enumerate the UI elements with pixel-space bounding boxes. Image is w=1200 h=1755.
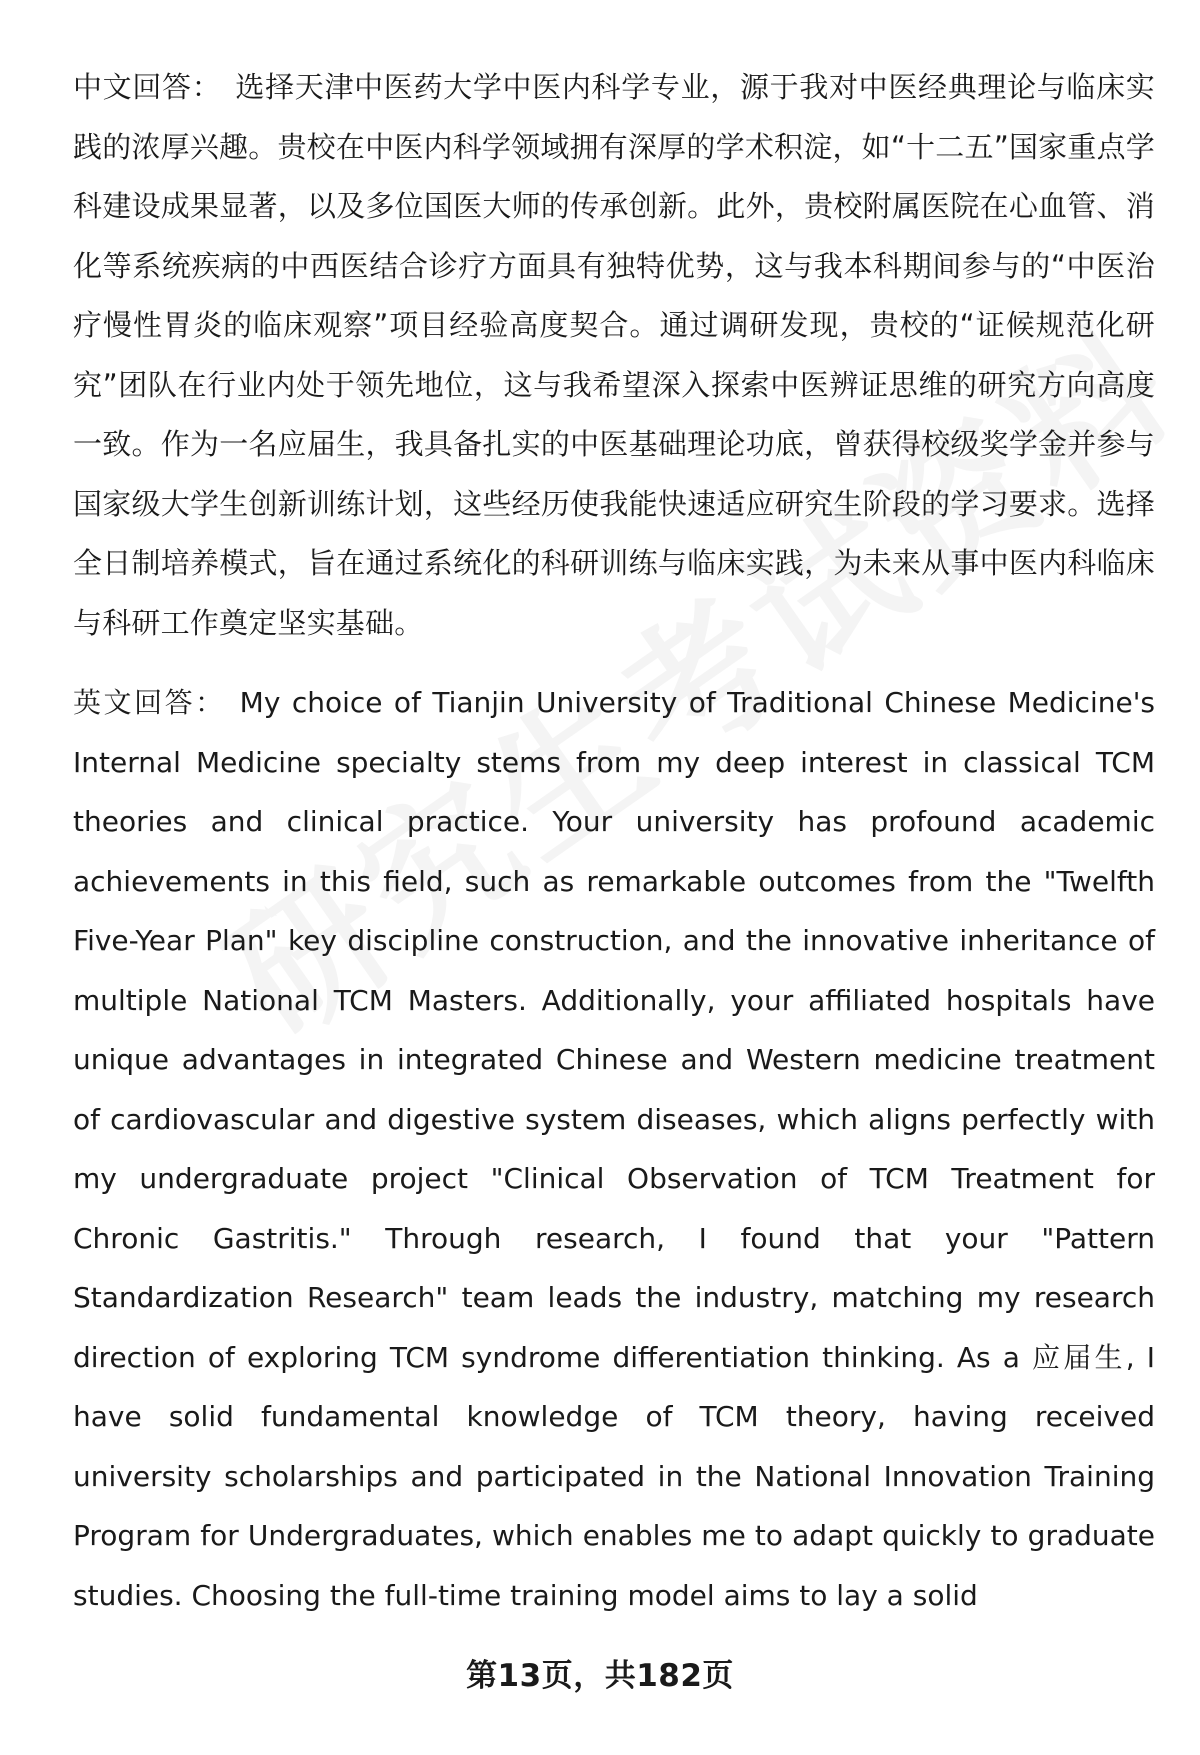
page-number-footer: 第13页，共182页 <box>466 1658 734 1694</box>
english-answer-label: 英文回答： <box>73 686 226 719</box>
english-answer-text: My choice of Tianjin University of Traditional Chinese Medicine's Internal Medicine specialty stems from my deep interest in classical TCM theories and clinical practice. Your university has profound academic achievements in this field, such as remarkable outcomes from the "Twelfth Five-Year Plan" key discipline construction, and the innovative inheritance of multiple National TCM Masters. Additionally, your affiliated hospitals have unique advantages in integrated Chinese and Western medicine treatment of cardiovascular and digestive system diseases, which aligns perfectly with my undergraduate project "Clinical Observation of TCM Treatment for Chronic Gastritis." Through research, I found that your "Pattern Standardization Research" team leads the industry, matching my research direction of exploring TCM syndrome differentiation thinking. As a 应届生, I have solid fundamental knowledge of TCM theory, having received university scholarships and participated in the National Innovation Training Program for Undergraduates, which enables me to adapt quickly to graduate studies. Choosing the full-time training model aims to lay a solid <box>73 686 1155 1612</box>
chinese-answer-paragraph <box>73 58 1155 653</box>
english-answer-paragraph <box>73 673 1155 1625</box>
document-body <box>73 58 1155 1625</box>
chinese-answer-label: 中文回答： <box>73 70 222 104</box>
chinese-answer-text: 选择天津中医药大学中医内科学专业，源于我对中医经典理论与临床实践的浓厚兴趣。贵校在中医内科学领域拥有深厚的学术积淀，如“十二五”国家重点学科建设成果显著，以及多位国医大师的传承创新。此外，贵校附属医院在心血管、消化等系统疾病的中西医结合诊疗方面具有独特优势，这与我本科期间参与的“中医治疗慢性胃炎的临床观察”项目经验高度契合。通过调研发现，贵校的“证候规范化研究”团队在行业内处于领先地位，这与我希望深入探索中医辨证思维的研究方向高度一致。作为一名应届生，我具备扎实的中医基础理论功底，曾获得校级奖学金并参与国家级大学生创新训练计划，这些经历使我能快速适应研究生阶段的学习要求。选择全日制培养模式，旨在通过系统化的科研训练与临床实践，为未来从事中医内科临床与科研工作奠定坚实基础。 <box>73 70 1155 640</box>
